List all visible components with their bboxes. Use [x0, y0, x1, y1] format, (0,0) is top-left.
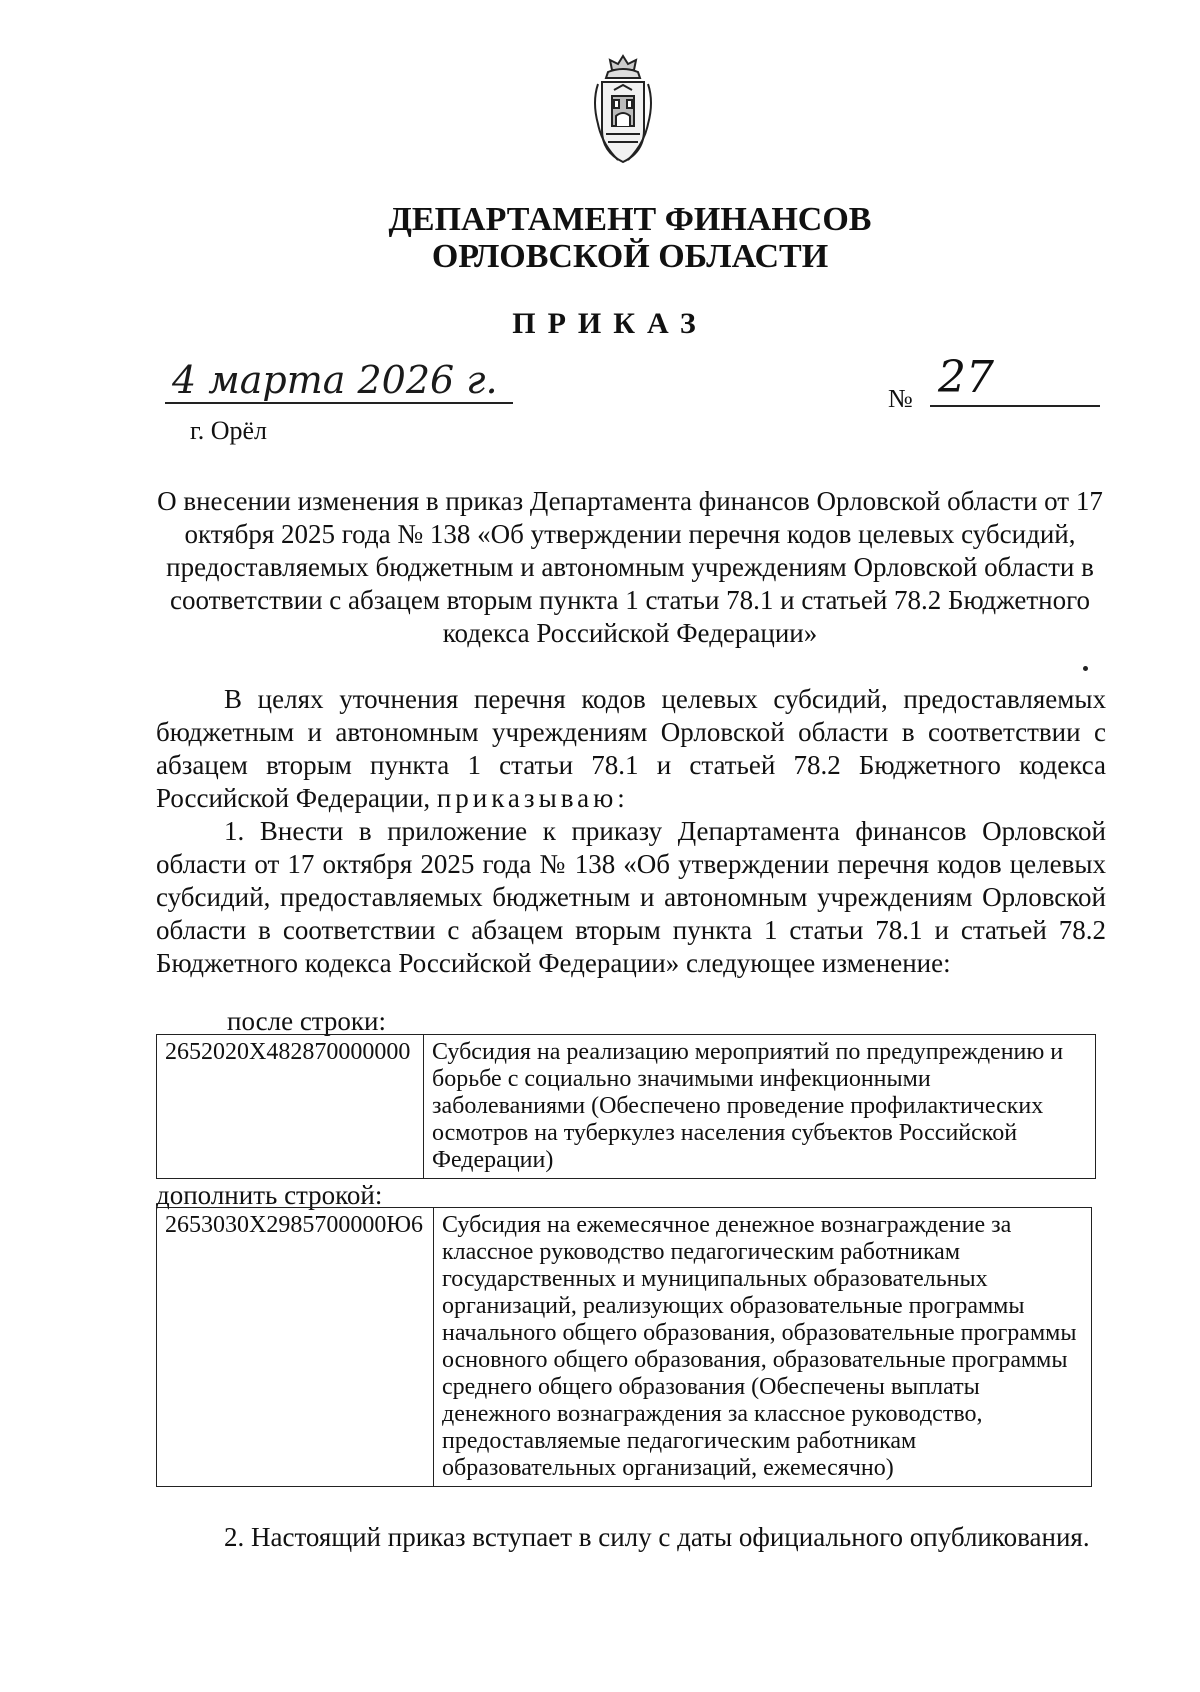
stray-dot	[1083, 666, 1088, 671]
intro-text: В целях уточнения перечня кодов целевых субсидий, предоставляемых бюджетным и автономным учреждениям Орловской области в соответствии с абзацем вторым пункта 1 статьи 78.1 и статьей 78.2 Бюджетного кодекса Российской Федерации,	[156, 684, 1106, 813]
city-label: г. Орёл	[190, 416, 268, 445]
subsidy-code-cell: 2653030X2985700000Ю6	[157, 1208, 434, 1487]
document-type-heading: ПРИКАЗ	[512, 307, 708, 340]
handwritten-number: 27	[938, 352, 994, 403]
table-row	[157, 1208, 1092, 1487]
number-sign: №	[888, 384, 913, 413]
subsidy-code-cell: 2652020X482870000000	[157, 1035, 424, 1179]
table-row	[157, 1035, 1096, 1179]
after-row-label: после строки:	[227, 1006, 386, 1036]
number-underline	[930, 405, 1100, 407]
item-2-paragraph: 2. Настоящий приказ вступает в силу с даты официального опубликования.	[224, 1522, 1090, 1552]
intro-paragraph	[156, 683, 1106, 815]
order-subject: О внесении изменения в приказ Департамента финансов Орловской области от 17 октября 2025 года № 138 «Об утверждении перечня кодов целевых субсидий, предоставляемых бюджетным и автономным учреждениям Орловской области в соответствии с абзацем вторым пункта 1 статьи 78.1 и статьей 78.2 Бюджетного кодекса Российской Федерации»	[157, 486, 1103, 648]
order-word: приказываю:	[436, 783, 629, 813]
item-1-paragraph: 1. Внести в приложение к приказу Департамента финансов Орловской области от 17 октября 2025 года № 138 «Об утверждении перечня кодов целевых субсидий, предоставляемых бюджетным и автономным учреждениям Орловской области в соответствии с абзацем вторым пункта 1 статьи 78.1 и статьей 78.2 Бюджетного кодекса Российской Федерации» следующее изменение:	[156, 816, 1106, 978]
subsidy-description-cell: Субсидия на реализацию мероприятий по предупреждению и борьбе с социально значимыми инфекционными заболеваниями (Обеспечено проведение профилактических осмотров на туберкулез населения субъектов Российской Федерации)	[424, 1035, 1096, 1179]
handwritten-date: 4 марта 2026 г.	[172, 358, 498, 402]
new-row-table	[156, 1207, 1092, 1487]
existing-row-table	[156, 1034, 1096, 1179]
subsidy-description-cell: Субсидия на ежемесячное денежное вознаграждение за классное руководство педагогическим работникам государственных и муниципальных образовательных организаций, реализующих образовательные программы начального общего образования, образовательные программы основного общего образования, образовательные программы среднего общего образования (Обеспечены выплаты денежного вознаграждения за классное руководство, предоставляемые педагогическим работникам образовательных организаций, ежемесячно)	[434, 1208, 1092, 1487]
department-title-line1: ДЕПАРТАМЕНТ ФИНАНСОВ	[388, 201, 872, 238]
date-underline	[165, 402, 513, 404]
department-title-line2: ОРЛОВСКОЙ ОБЛАСТИ	[431, 238, 829, 275]
supplement-label: дополнить строкой:	[156, 1180, 383, 1210]
coat-of-arms-emblem	[588, 52, 658, 170]
